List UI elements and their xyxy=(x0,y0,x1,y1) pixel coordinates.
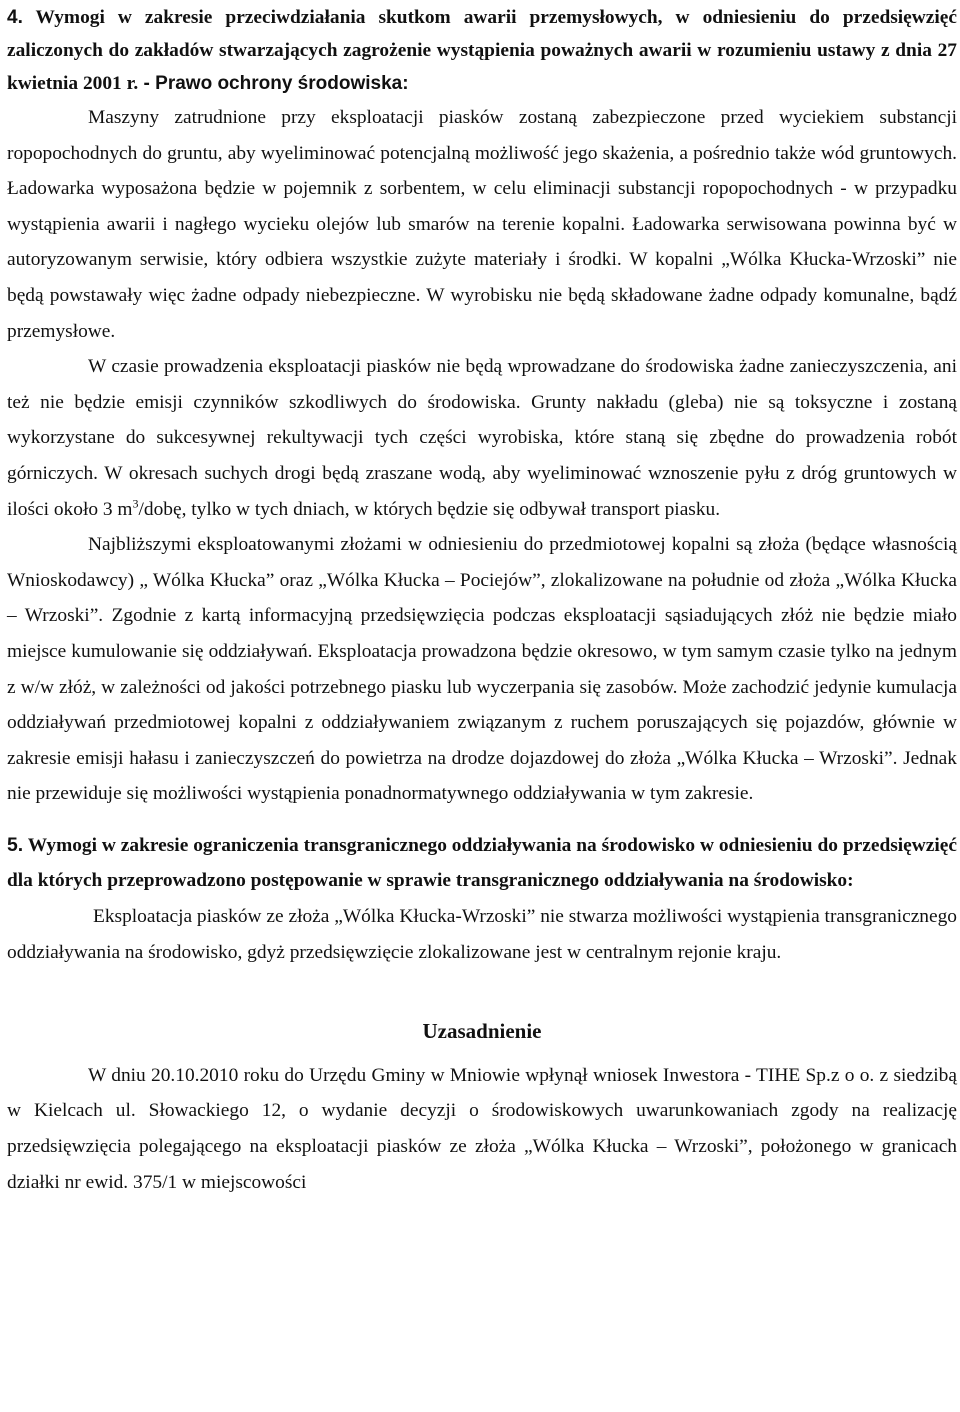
document-page xyxy=(7,0,957,1200)
section-5-heading-text: Wymogi w zakresie ograniczenia transgranicznego oddziaływania na środowisko w odniesieniu do przedsięwzięć dla których przeprowadzono postępowanie w sprawie transgranicznego oddziaływania na środowisko: xyxy=(7,834,957,892)
section-4-paragraph-3: Najbliższymi eksploatowanymi złożami w odniesieniu do przedmiotowej kopalni są złoża (będące własnością Wnioskodawcy) „ Wólka Kłucka” oraz „Wólka Kłucka – Pociejów”, zlokalizowane na południe od złoża „Wólka Kłucka – Wrzoski”. Zgodnie z kartą informacyjną przedsięwzięcia podczas eksploatacji sąsiadujących złóż nie będzie miało miejsce kumulowanie się oddziaływań. Eksploatacja prowadzona będzie okresowo, w tym samym czasie tylko na jednym z w/w złóż, w zależności od jakości potrzebnego piasku lub wyczerpania się zasobów. Może zachodzić jedynie kumulacja oddziaływań przedmiotowej kopalni z oddziaływaniem związanym z ruchem poruszających się pojazdów, głównie w zakresie emisji hałasu i zanieczyszczeń do powietrza na drodze dojazdowej do złoża „Wólka Kłucka – Wrzoski”. Jednak nie przewiduje się możliwości wystąpienia ponadnormatywnego oddziaływania w tym zakresie. xyxy=(7,534,957,805)
justification-paragraph-1: W dniu 20.10.2010 roku do Urzędu Gminy w Mniowie wpłynął wniosek Inwestora - TIHE Sp.z o o. z siedzibą w Kielcach ul. Słowackiego 12, o wydanie decyzji o środowiskowych uwarunkowaniach zgody na realizację przedsięwzięcia polegającego na eksploatacji piasków ze złoża „Wólka Kłucka – Wrzoski”, położonego w granicach działki nr ewid. 375/1 w miejscowości xyxy=(7,1064,957,1193)
justification-title: Uzasadnienie xyxy=(422,1019,542,1044)
section-4-heading-text: Wymogi w zakresie przeciwdziałania skutkom awarii przemysłowych, w odniesieniu do przedsięwzięć zaliczonych do zakładów stwarzających zagrożenie wystąpienia poważnych awarii w rozumieniu ustawy z dnia 27 kwietnia 2001 r. xyxy=(7,7,957,94)
section-5-number: 5. xyxy=(7,833,24,856)
section-5-heading xyxy=(7,828,957,899)
section-4-paragraph-1: Maszyny zatrudnione przy eksploatacji piasków zostaną zabezpieczone przed wyciekiem substancji ropopochodnych do gruntu, aby wyeliminować potencjalną możliwość jego skażenia, a pośrednio także wód gruntowych. Ładowarka wyposażona będzie w pojemnik z sorbentem, w celu eliminacji substancji ropopochodnych - w przypadku wystąpienia awarii i nagłego wycieku olejów lub smarów na terenie kopalni. Ładowarka serwisowana powinna być w autoryzowanym serwisie, który odbiera wszystkie zużyte materiały i środki. W kopalni „Wólka Kłucka-Wrzoski” nie będą powstawały więc żadne odpady niebezpieczne. W wyrobisku nie będą składowane żadne odpady komunalne, bądź przemysłowe. xyxy=(7,107,957,342)
superscript-3: 3 xyxy=(132,496,139,511)
section-5-paragraph-1: Eksploatacja piasków ze złoża „Wólka Kłucka-Wrzoski” nie stwarza możliwości wystąpienia transgranicznego oddziaływania na środowisko, gdyż przedsięwzięcie zlokalizowane jest w centralnym rejonie kraju. xyxy=(7,906,957,963)
section-4-paragraph-2-end: /dobę, tylko w tych dniach, w których będzie się odbywał transport piasku. xyxy=(138,498,721,520)
section-4-paragraph-2 xyxy=(7,349,957,527)
section-4-number: 4. xyxy=(7,7,23,28)
section-4-heading-tail: - Prawo ochrony środowiska: xyxy=(138,73,409,94)
section-4-paragraph-2-text: W czasie prowadzenia eksploatacji piasków nie będą wprowadzane do środowiska żadne zanieczyszczenia, ani też nie będzie emisji czynników szkodliwych do środowiska. Grunty nakładu (gleba) nie są toksyczne i zostaną wykorzystane do sukcesywnej rekultywacji tych części wyrobiska, które staną się zbędne do prowadzenia robót górniczych. W okresach suchych drogi będą zraszane wodą, aby wyeliminować wznoszenie pyłu z dróg gruntowych w ilości około 3 m xyxy=(7,356,957,520)
section-4-heading xyxy=(7,0,957,100)
